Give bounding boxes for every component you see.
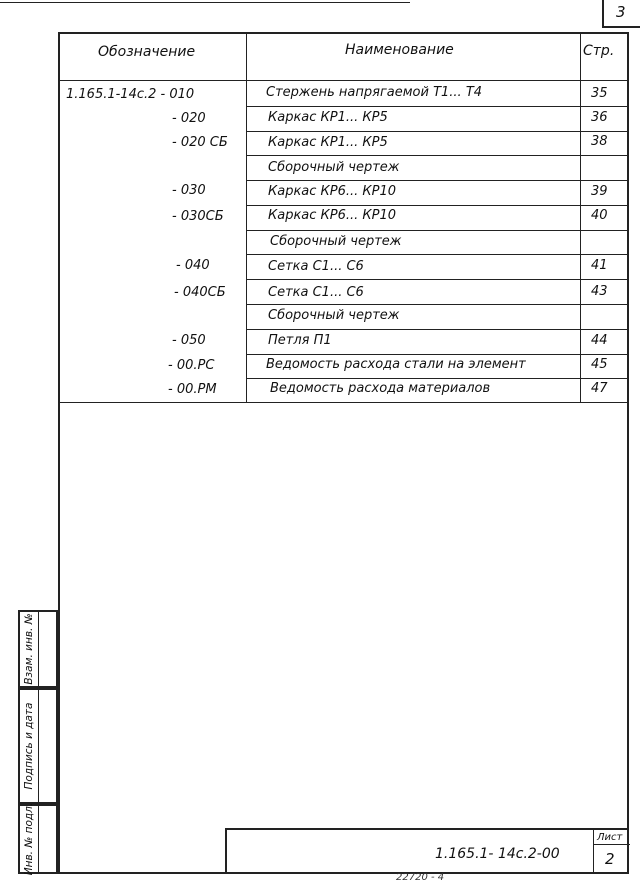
column-divider-page: [580, 32, 581, 402]
row-page: 44: [591, 333, 608, 348]
row-name: Петля П1: [268, 333, 332, 348]
row-name: Сборочный чертеж: [270, 234, 402, 249]
row-page: 45: [591, 357, 608, 372]
stamp-sign-date-label: Подпись и дата: [23, 702, 35, 790]
row-name: Ведомость расхода материалов: [270, 381, 491, 396]
row-line: [246, 254, 629, 255]
footer-stamp: 22720 - 4: [396, 872, 445, 883]
row-line: [246, 106, 629, 107]
top-border-line: [0, 2, 410, 3]
row-name: Сборочный чертеж: [268, 160, 400, 175]
row-page: 39: [591, 184, 608, 199]
stamp-inv-original: [18, 804, 58, 874]
sheet-label: Лист: [597, 832, 623, 843]
row-designation: - 030: [172, 183, 206, 198]
row-page: 41: [591, 258, 608, 273]
row-line: [246, 329, 629, 330]
header-designation: Обозначение: [98, 44, 196, 60]
row-name: Каркас КР6... КР10: [268, 184, 397, 199]
page-number-box: [602, 0, 640, 28]
header-divider: [58, 80, 629, 81]
row-name: Каркас КР1... КР5: [268, 135, 388, 150]
row-line: [246, 230, 629, 231]
row-designation: - 040: [176, 258, 210, 273]
row-page: 43: [591, 284, 608, 299]
row-designation: - 050: [172, 333, 206, 348]
row-name: Сетка С1... С6: [268, 259, 364, 274]
row-page: 38: [591, 134, 608, 149]
header-page: Стр.: [583, 43, 615, 59]
row-designation: - 020: [172, 111, 206, 126]
column-divider-name: [246, 32, 247, 402]
row-designation: - 00.РС: [168, 358, 215, 373]
row-line: [246, 304, 629, 305]
row-name: Сетка С1... С6: [268, 285, 364, 300]
row-designation: - 040СБ: [174, 285, 226, 300]
stamp-inv-replace: [18, 610, 58, 688]
row-line: [246, 131, 629, 132]
page-number: 3: [616, 3, 626, 21]
row-name: Ведомость расхода стали на элемент: [266, 357, 526, 372]
row-designation: - 030СБ: [172, 209, 224, 224]
row-name: Каркас КР6... КР10: [268, 208, 397, 223]
row-page: 35: [591, 86, 608, 101]
header-name: Наименование: [345, 42, 454, 58]
stamp-sign-date: [18, 688, 58, 804]
stamp-inv-replace-label: Взам. инв. №: [23, 613, 35, 685]
row-line: [246, 155, 629, 156]
sheet-number: 2: [605, 850, 615, 868]
row-page: 40: [591, 208, 608, 223]
row-line: [246, 279, 629, 280]
row-line: [246, 205, 629, 206]
row-designation: - 00.РМ: [168, 382, 217, 397]
row-designation: 1.165.1-14с.2 - 010: [66, 87, 195, 102]
row-page: 47: [591, 381, 608, 396]
row-page: 36: [591, 110, 608, 125]
row-name: Сборочный чертеж: [268, 308, 400, 323]
row-name: Стержень напрягаемой Т1... Т4: [266, 85, 483, 100]
document-code: 1.165.1- 14с.2-00: [435, 846, 560, 862]
table-bottom-line: [58, 402, 629, 403]
row-name: Каркас КР1... КР5: [268, 110, 388, 125]
document-frame: [58, 32, 629, 874]
title-block: [225, 828, 629, 874]
row-designation: - 020 СБ: [172, 135, 228, 150]
row-line: [246, 354, 629, 355]
stamp-inv-original-label: Инв. № подл.: [23, 802, 35, 876]
row-line: [246, 378, 629, 379]
row-line: [246, 180, 629, 181]
